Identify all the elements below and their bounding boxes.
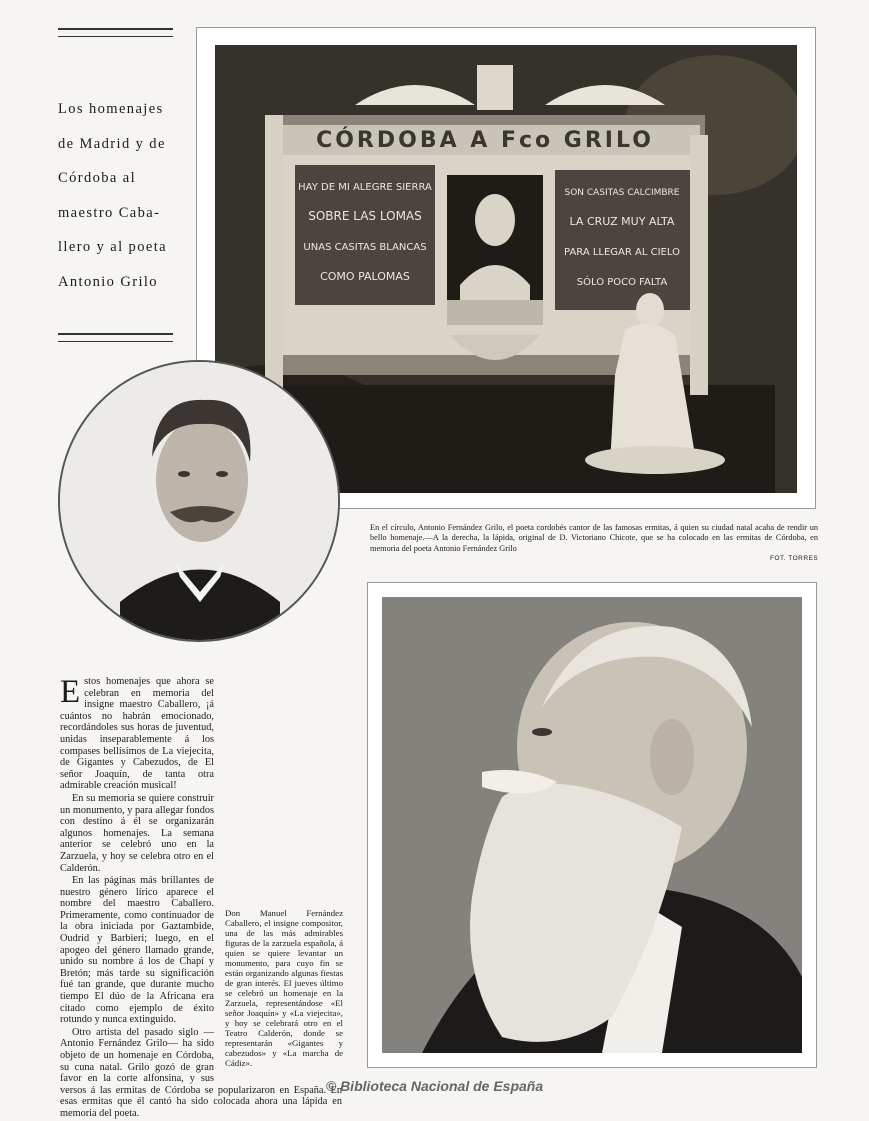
- left-panel-line-3: UNAS CASITAS BLANCAS: [303, 242, 427, 253]
- right-panel-line-2: LA CRUZ MUY ALTA: [569, 215, 675, 228]
- top-rule: [58, 28, 173, 37]
- photo-caption: En el círculo, Antonio Fernández Grilo, el poeta cordobés cantor de las famosas ermitas, á quien su ciudad natal acaba de rendir un bello homenaje.—A la derecha, la lápida, original de D. Victoriano Chicote, que se ha colocado en las ermitas de Córdoba, en memoria del poeta Antonio Fernández Grilo: [370, 523, 818, 553]
- caballero-caption-text: Don Manuel Fernández Caballero, el insigne compositor, una de las más admirables figuras de la zarzuela española, á quien se quiere levantar un monumento, para cuyo fin se están organizando algunas fiestas de gran interés. El jueves último se celebró un homenaje en la Zarzuela, representándose «El señor Joaquín» y «La viejecita», y hoy se celebrará otro en el Teatro Calderón, donde se representarán «Gigantes y cabezudos» y «La marcha de Cádiz».: [225, 908, 343, 1068]
- photo-credit: FOT. TORRES: [770, 555, 819, 562]
- left-panel-line-4: COMO PALOMAS: [320, 270, 410, 283]
- body-paragraph-2: En su memoria se quiere construir un monumento, y para allegar fondos con destino á él se organizarán algunos homenajes. La semana anterior se celebró uno en la Zarzuela, y hoy se celebra otro en el Calderón.: [60, 792, 214, 874]
- caballero-portrait-illustration: [382, 597, 802, 1053]
- library-watermark: © Biblioteca Nacional de España: [325, 1078, 544, 1094]
- bottom-rule: [58, 333, 173, 342]
- right-panel-line-3: PARA LLEGAR AL CIELO: [564, 247, 680, 258]
- article-headline: Los homenajes de Madrid y de Córdoba al maestro Caba- llero y al poeta Antonio Grilo: [58, 101, 167, 290]
- body-paragraph-4: Otro artista del pasado siglo —Antonio Fernández Grilo— ha sido objeto de un homenaje en Córdoba, su cuna natal. Grilo gozó de gran favor en la corte alfonsina, y sus versos á las ermitas de Córdoba se popularizaron en España. En esas ermitas que él cantó ha sido colocada ahora una lápida en memoria del poeta.: [60, 1026, 342, 1119]
- right-panel-line-1: SON CASITAS CALCIMBRE: [564, 188, 680, 198]
- body-paragraph-1-text: stos homenajes que ahora se celebran en memoria del insigne maestro Caballero, ¡á cuántos no habrán emocionado, recordándoles sus horas de juventud, unidas inseparablemente á los compases bellísimos de La viejecita, de Gigantes y Cabezudos, de El señor Joaquín, de tanta otra admirable creación musical!: [60, 676, 214, 792]
- grilo-portrait-illustration: [60, 362, 338, 640]
- caballero-caption: [225, 908, 343, 1069]
- grilo-portrait: [58, 360, 340, 642]
- left-panel-line-1: HAY DE MI ALEGRE SIERRA: [298, 182, 432, 193]
- right-panel-line-4: SÓLO POCO FALTA: [576, 277, 668, 288]
- monument-title: CÓRDOBA A Fco GRILO: [316, 128, 654, 153]
- body-paragraph-1: [60, 676, 342, 792]
- body-paragraph-3: En las páginas más brillantes de nuestro género lírico aparece el nombre del maestro Caballero. Primeramente, como continuador de la obra iniciada por Gaztambide, Oudrid y Barbieri; luego, en el apogeo del género llamado grande, unido su nombre á los de Chapí y Bretón; más tarde su significación fué tan grande, que durante mucho tiempo El dúo de la Africana era citado como ejemplo de éxito rotundo y nunca extinguido.: [60, 875, 214, 1026]
- left-panel-line-2: SOBRE LAS LOMAS: [308, 209, 422, 223]
- drop-cap: E: [60, 674, 81, 710]
- caballero-portrait: [367, 582, 817, 1068]
